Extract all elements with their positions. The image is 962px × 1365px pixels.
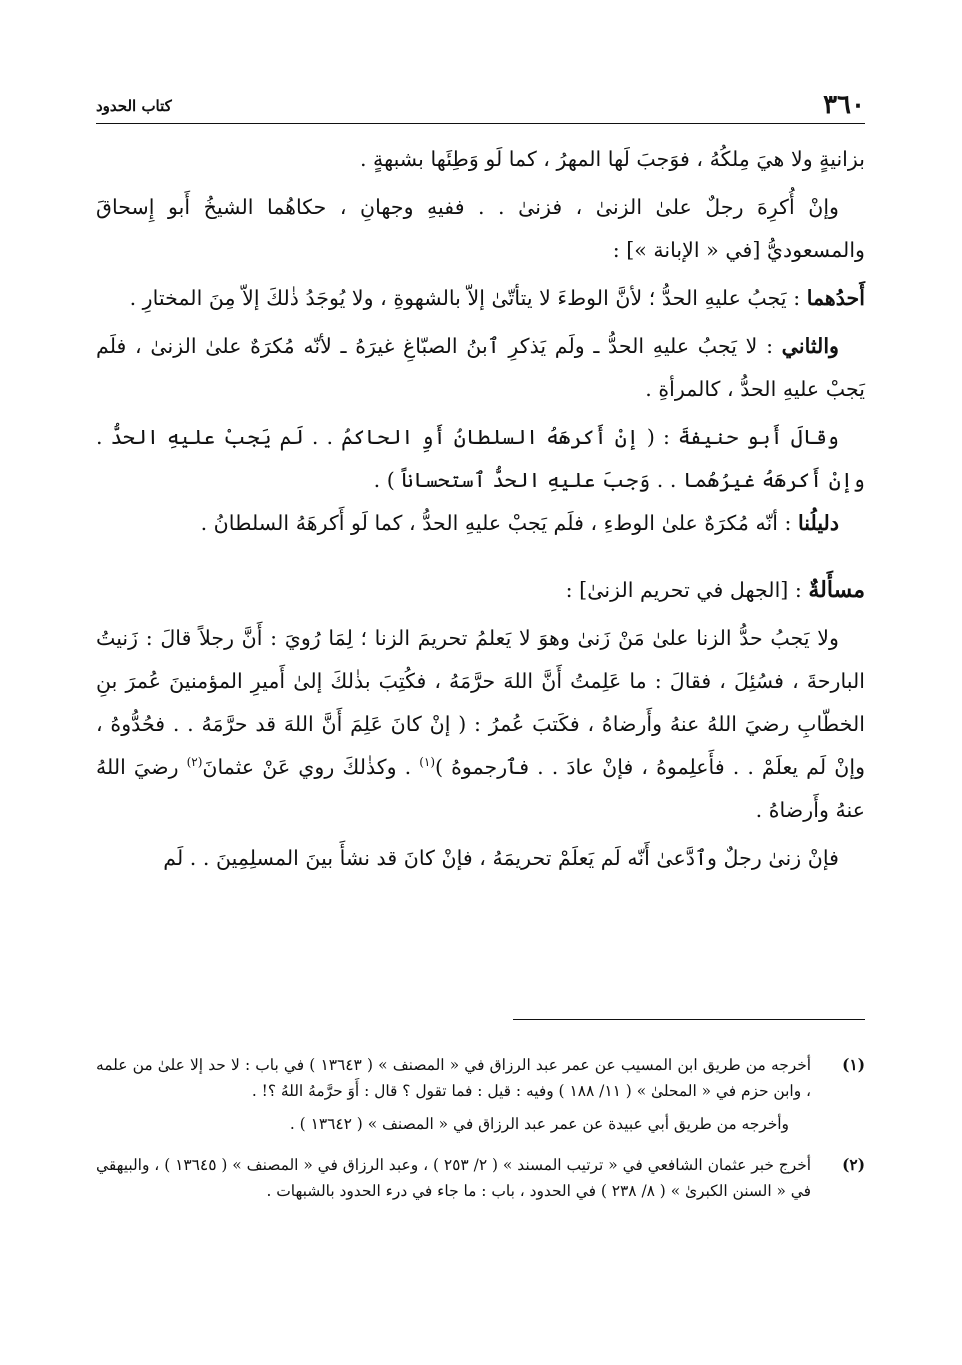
running-title: كتاب الحدود [96,97,172,115]
footnote-text: أخرج خبر عثمان الشافعي في « ترتيب المسند » ( ٢/ ٢٥٣ ) ، وعبد الرزاق في « المصنف » ( ١٣٦٤٥ ) ، والبيهقي في « السنن الكبرىٰ » ( ٨/ ٢٣٨ ) في الحدود ، باب : ما جاء في درء الحدود بالشبهات . [96,1156,812,1201]
footnote-2 [96,1152,865,1204]
paragraph-text: : لا يَجبُ عليهِ الحدُّ ـ ولَم يَذكرِ ٱبنُ الصبّاغِ غيرَهُ ـ لأنّه مُكرَهٌ علىٰ الزنىٰ ، فلَم يَجبْ عليهِ الحدُّ ، كالمرأةِ . [96,334,865,401]
page-header [96,84,865,118]
masala-label: مسأَلةٌ [808,577,865,603]
paragraph [96,277,865,320]
footnote-number: (٢) [842,1156,865,1175]
page-number: ٣٦٠ [823,90,865,120]
paragraph-text: : يَجبُ عليهِ الحدُّ ؛ لأنَّ الوطءَ لا يتأتّىٰ إلاّ بالشهوةِ ، ولا يُوجَدُ ذٰلكَ إلاّ مِنَ المختارِ . [129,286,807,310]
paragraph-lead: والثاني [781,334,839,358]
footnote-marker[interactable]: (٢) [186,755,203,770]
paragraph: وإنْ أُكرِهَ رجلٌ علىٰ الزنىٰ ، فزنىٰ . . ففيهِ وجهانِ ، حكاهُما الشيخُ أَبو إِسحاقَ والمسعوديُّ [في « الإبانة »] : [96,195,865,262]
section-heading [96,569,865,612]
paragraph [96,617,865,832]
paragraph-text: : أنّه مُكرَهٌ علىٰ الوطءِ ، فلَم يَجبْ عليهِ الحدُّ ، كما لَو أَكرهَهُ السلطانُ . [200,511,799,535]
footnote-marker[interactable]: (١) [419,755,436,770]
paragraph-lead: دليلُنا [798,511,839,535]
footnote-1 [96,1052,865,1104]
paragraph: وقالَ أَبو حنيفةَ : ( إنْ أَكرهَهُ السلطانُ أَوِ الحاكمُ . . لَم يَجبْ عليهِ الحدُّ . وإنْ أَكرهَهُ غيرُهُما . . وَجبَ عليهِ الحدُّ ٱستحساناً ) . [96,425,865,492]
footnotes [96,1052,865,1204]
footnote-number: (١) [842,1056,865,1074]
footnote-divider [513,1019,865,1020]
paragraph: بزانيةٍ ولا هيَ مِلكُهُ ، فوَجبَ لَها المهرُ ، كما لَو وَطِئَها بشبهةٍ . [359,147,865,171]
paragraph: فإنْ زنىٰ رجلٌ وٱدَّعىٰ أَنّه لَم يَعلَمْ تحريمَهُ ، فإنْ كانَ قد نشأَ بينَ المسلِمِينَ . . لَم [163,846,839,870]
header-divider [96,123,865,124]
paragraph-text: . وكذٰلكَ روي عَنْ عثمانَ [202,755,420,779]
footnote-text: أخرجه من طريق ابن المسيب عن عمر عبد الرزاق في « المصنف » ( ١٣٦٤٣ ) في باب : لا حد إلا علىٰ من علمه ، وابن حزم في « المحلىٰ » ( ١١/ ١٨٨ ) وفيه : قيل : فما تقول ؟ قال : أَوَ حرَّمهُ اللهُ ؟! . [96,1056,811,1100]
paragraph-lead: أَحدُهما [806,286,865,310]
paragraph [96,325,865,411]
paragraph-text: رضيَ اللهُ عنهُ وأَرضاهُ . [96,755,865,822]
paragraph [96,502,865,545]
main-text [96,138,865,880]
masala-title: : [الجهل في تحريم الزنىٰ] : [565,578,809,602]
footnote-continuation: وأخرجه من طريق أبي عبيدة عن عمر عبد الرزاق في « المصنف » ( ١٣٦٤٢ ) . [289,1115,789,1133]
paragraph-text: ولا يَجبُ حدُّ الزنا علىٰ مَنْ زَنىٰ وهوَ لا يَعلمُ تحريمَ الزنا ؛ لِمَا رُويَ : أَنَّ رجلاً قالَ : زَنيتُ البارحةَ ، فسُئِلَ ، فقالَ : ما عَلِمتُ أَنَّ اللهَ حرَّمَهُ ، فكُتِبَ بذٰلكَ إلىٰ أَميرِ المؤمنينَ عُمرَ بنِ الخطّابِ رضيَ اللهُ عنهُ وأَرضاهُ ، فكَتبَ عُمرُ : ( إنْ كانَ عَلِمَ أَنَّ اللهَ قد حرَّمَهُ . . فحُدُّوهُ ، وإنْ لَم يعلَمْ . . فأَعلِموهُ ، فإنْ عادَ . . فٱرجموهُ ) [96,626,866,779]
